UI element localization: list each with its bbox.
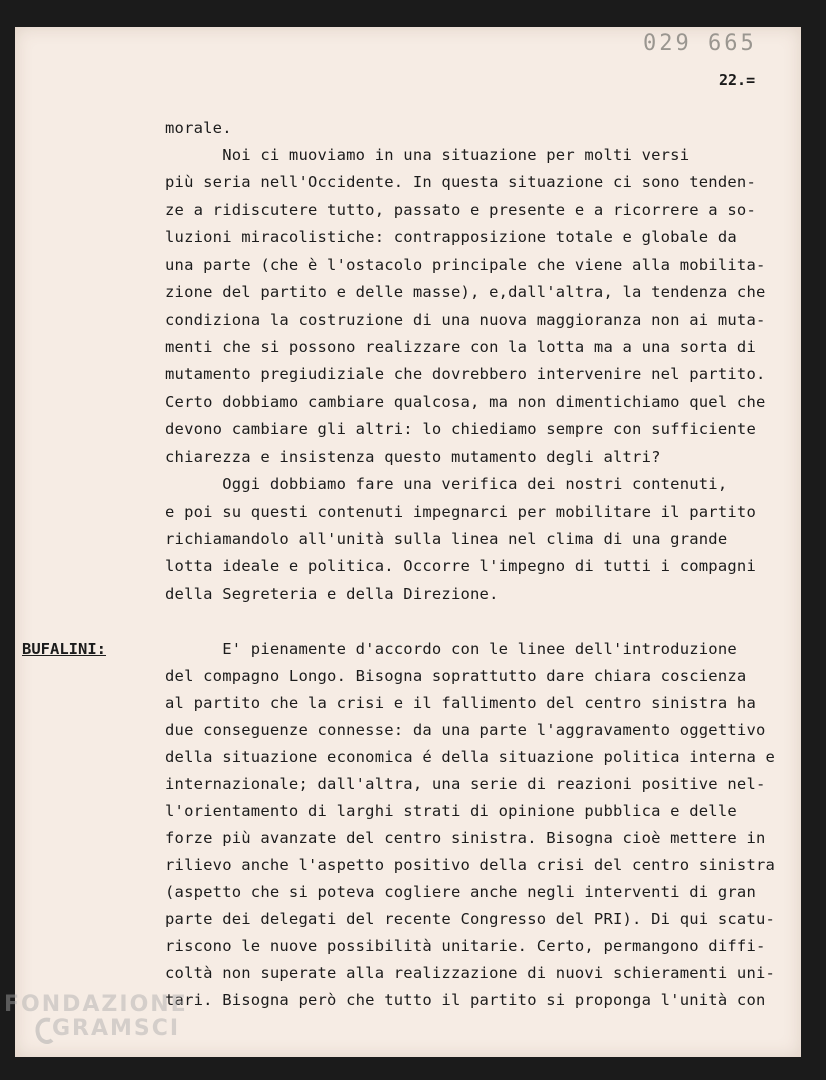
text-line: della Segreteria e della Direzione. [165,585,499,603]
watermark-line-1: FONDAZIONE [4,992,188,1017]
text-line: (aspetto che si poteva cogliere anche negli interventi di gran [165,883,756,901]
text-line: Certo dobbiamo cambiare qualcosa, ma non dimentichiamo quel che [165,393,766,411]
text-line: menti che si possono realizzare con la lotta ma a una sorta di [165,338,756,356]
text-line: rilievo anche l'aspetto positivo della crisi del centro sinistra [165,856,776,874]
text-line: l'orientamento di larghi strati di opinione pubblica e delle [165,802,737,820]
text-line: una parte (che è l'ostacolo principale che viene alla mobilita- [165,256,766,274]
text-line: lotta ideale e politica. Occorre l'impegno di tutti i compagni [165,557,756,575]
text-line: forze più avanzate del centro sinistra. Bisogna cioè mettere in [165,829,766,847]
text-line: condiziona la costruzione di una nuova maggioranza non ai muta- [165,311,766,329]
text-line: e poi su questi contenuti impegnarci per mobilitare il partito [165,503,756,521]
text-line: della situazione economica é della situazione politica interna e [165,748,776,766]
text-line: del compagno Longo. Bisogna soprattutto dare chiara coscienza [165,667,747,685]
text-line: chiarezza e insistenza questo mutamento degli altri? [165,448,661,466]
text-line: riscono le nuove possibilità unitarie. Certo, permangono diffi- [165,937,766,955]
text-line: al partito che la crisi e il fallimento del centro sinistra ha [165,694,756,712]
text-line: devono cambiare gli altri: lo chiediamo sempre con sufficiente [165,420,756,438]
text-line: zione del partito e delle masse), e,dall'altra, la tendenza che [165,283,766,301]
text-line: internazionale; dall'altra, una serie di reazioni positive nel- [165,775,766,793]
archive-stamp: 029 665 [643,31,757,56]
text-line: più seria nell'Occidente. In questa situazione ci sono tenden- [165,173,756,191]
text-line: Oggi dobbiamo fare una verifica dei nostri contenuti, [165,475,728,493]
watermark-line-2: GRAMSCI [52,1016,181,1041]
page-number: 22.= [719,71,756,89]
text-line: tari. Bisogna però che tutto il partito si proponga l'unità con [165,991,766,1009]
text-line: E' pienamente d'accordo con le linee dell'introduzione [165,640,737,658]
text-line: parte dei delegati del recente Congresso del PRI). Di qui scatu- [165,910,776,928]
speaker-label: BUFALINI: [22,640,106,658]
text-line: morale. [165,119,232,137]
document-page [15,27,801,1057]
text-line: due conseguenze connesse: da una parte l'aggravamento oggettivo [165,721,766,739]
text-line: luzioni miracolistiche: contrapposizione totale e globale da [165,228,737,246]
text-line: richiamandolo all'unità sulla linea nel clima di una grande [165,530,728,548]
text-line: ze a ridiscutere tutto, passato e presente e a ricorrere a so- [165,201,756,219]
text-line: coltà non superate alla realizzazione di nuovi schieramenti uni- [165,964,776,982]
text-line: mutamento pregiudiziale che dovrebbero intervenire nel partito. [165,365,766,383]
text-line: Noi ci muoviamo in una situazione per molti versi [165,146,690,164]
